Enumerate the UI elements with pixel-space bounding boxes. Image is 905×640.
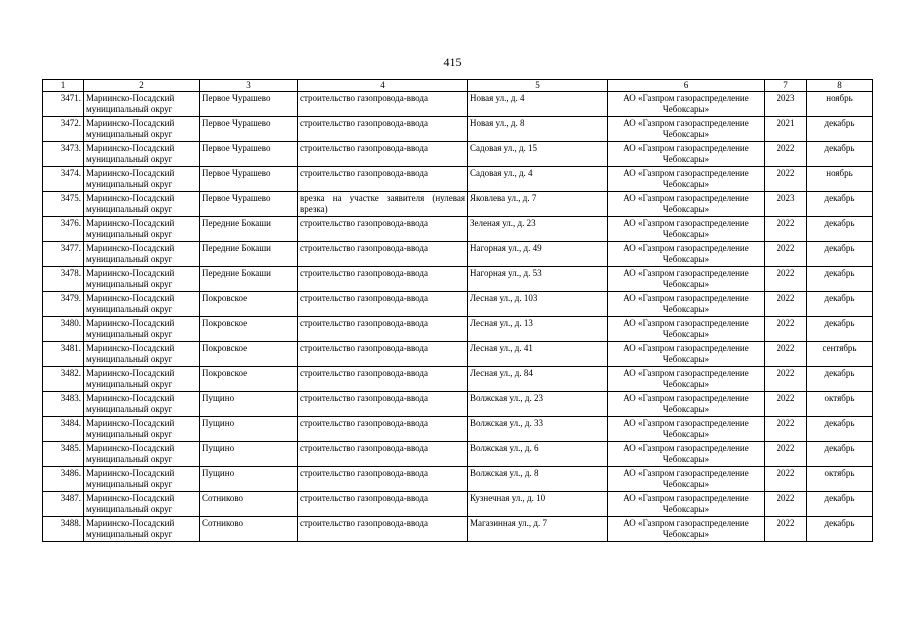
month-cell: сентябрь	[807, 342, 873, 367]
month-cell: декабрь	[807, 117, 873, 142]
month-cell: декабрь	[807, 442, 873, 467]
year-cell: 2022	[765, 342, 807, 367]
organization-cell: АО «Газпром газораспределение Чебоксары»	[608, 242, 765, 267]
year-cell: 2023	[765, 192, 807, 217]
address-cell: Лесная ул., д. 84	[468, 367, 608, 392]
district-cell: Мариинско-Посадский муниципальный округ	[84, 517, 200, 542]
row-number-cell: 3475.	[43, 192, 84, 217]
district-cell: Мариинско-Посадский муниципальный округ	[84, 367, 200, 392]
settlement-cell: Первое Чурашево	[200, 192, 298, 217]
table-row	[43, 242, 873, 267]
settlement-cell: Передние Бокаши	[200, 267, 298, 292]
month-cell: декабрь	[807, 142, 873, 167]
month-cell: декабрь	[807, 192, 873, 217]
column-header: 6	[608, 80, 765, 92]
work-type-cell: строительство газопровода-ввода	[298, 392, 468, 417]
row-number-cell: 3477.	[43, 242, 84, 267]
work-type-cell: строительство газопровода-ввода	[298, 342, 468, 367]
settlement-cell: Покровское	[200, 367, 298, 392]
year-cell: 2022	[765, 142, 807, 167]
address-cell: Волжская ул., д. 6	[468, 442, 608, 467]
settlement-cell: Передние Бокаши	[200, 242, 298, 267]
work-type-cell: строительство газопровода-ввода	[298, 467, 468, 492]
settlement-cell: Покровское	[200, 292, 298, 317]
row-number-cell: 3486.	[43, 467, 84, 492]
column-header: 3	[200, 80, 298, 92]
organization-cell: АО «Газпром газораспределение Чебоксары»	[608, 267, 765, 292]
month-cell: декабрь	[807, 317, 873, 342]
work-type-cell: строительство газопровода-ввода	[298, 417, 468, 442]
column-header: 2	[84, 80, 200, 92]
row-number-cell: 3478.	[43, 267, 84, 292]
table-row	[43, 492, 873, 517]
table-row	[43, 217, 873, 242]
work-type-cell: строительство газопровода-ввода	[298, 167, 468, 192]
row-number-cell: 3472.	[43, 117, 84, 142]
work-type-cell: строительство газопровода-ввода	[298, 267, 468, 292]
month-cell: декабрь	[807, 292, 873, 317]
table-body	[43, 92, 873, 542]
address-cell: Зеленая ул., д. 23	[468, 217, 608, 242]
row-number-cell: 3480.	[43, 317, 84, 342]
row-number-cell: 3471.	[43, 92, 84, 117]
table-row	[43, 517, 873, 542]
row-number-cell: 3476.	[43, 217, 84, 242]
column-header: 7	[765, 80, 807, 92]
page-number: 415	[443, 55, 462, 69]
district-cell: Мариинско-Посадский муниципальный округ	[84, 342, 200, 367]
gas-connection-table	[42, 79, 873, 542]
settlement-cell: Передние Бокаши	[200, 217, 298, 242]
organization-cell: АО «Газпром газораспределение Чебоксары»	[608, 92, 765, 117]
year-cell: 2022	[765, 367, 807, 392]
table-row	[43, 392, 873, 417]
month-cell: декабрь	[807, 217, 873, 242]
month-cell: ноябрь	[807, 92, 873, 117]
district-cell: Мариинско-Посадский муниципальный округ	[84, 92, 200, 117]
address-cell: Нагорная ул., д. 49	[468, 242, 608, 267]
column-header: 5	[468, 80, 608, 92]
district-cell: Мариинско-Посадский муниципальный округ	[84, 467, 200, 492]
row-number-cell: 3481.	[43, 342, 84, 367]
column-number-row	[43, 80, 873, 92]
settlement-cell: Пущино	[200, 467, 298, 492]
settlement-cell: Покровское	[200, 342, 298, 367]
work-type-cell: строительство газопровода-ввода	[298, 142, 468, 167]
organization-cell: АО «Газпром газораспределение Чебоксары»	[608, 217, 765, 242]
year-cell: 2022	[765, 317, 807, 342]
work-type-cell: строительство газопровода-ввода	[298, 517, 468, 542]
organization-cell: АО «Газпром газораспределение Чебоксары»	[608, 492, 765, 517]
district-cell: Мариинско-Посадский муниципальный округ	[84, 417, 200, 442]
column-header: 4	[298, 80, 468, 92]
row-number-cell: 3488.	[43, 517, 84, 542]
row-number-cell: 3483.	[43, 392, 84, 417]
year-cell: 2022	[765, 267, 807, 292]
table-row	[43, 317, 873, 342]
district-cell: Мариинско-Посадский муниципальный округ	[84, 292, 200, 317]
address-cell: Нагорная ул., д. 53	[468, 267, 608, 292]
district-cell: Мариинско-Посадский муниципальный округ	[84, 492, 200, 517]
year-cell: 2023	[765, 92, 807, 117]
table-row	[43, 367, 873, 392]
address-cell: Яковлева ул., д. 7	[468, 192, 608, 217]
district-cell: Мариинско-Посадский муниципальный округ	[84, 192, 200, 217]
year-cell: 2022	[765, 167, 807, 192]
table-row	[43, 192, 873, 217]
row-number-cell: 3474.	[43, 167, 84, 192]
address-cell: Волжская ул., д. 23	[468, 392, 608, 417]
address-cell: Магазинная ул., д. 7	[468, 517, 608, 542]
settlement-cell: Первое Чурашево	[200, 92, 298, 117]
address-cell: Волжская ул., д. 33	[468, 417, 608, 442]
address-cell: Новая ул., д. 8	[468, 117, 608, 142]
organization-cell: АО «Газпром газораспределение Чебоксары»	[608, 167, 765, 192]
district-cell: Мариинско-Посадский муниципальный округ	[84, 117, 200, 142]
work-type-cell: строительство газопровода-ввода	[298, 117, 468, 142]
row-number-cell: 3484.	[43, 417, 84, 442]
table-row	[43, 92, 873, 117]
district-cell: Мариинско-Посадский муниципальный округ	[84, 317, 200, 342]
settlement-cell: Первое Чурашево	[200, 142, 298, 167]
column-header: 1	[43, 80, 84, 92]
work-type-cell: строительство газопровода-ввода	[298, 367, 468, 392]
organization-cell: АО «Газпром газораспределение Чебоксары»	[608, 517, 765, 542]
address-cell: Кузнечная ул., д. 10	[468, 492, 608, 517]
address-cell: Волжская ул., д. 8	[468, 467, 608, 492]
work-type-cell: строительство газопровода-ввода	[298, 217, 468, 242]
settlement-cell: Пущино	[200, 442, 298, 467]
row-number-cell: 3482.	[43, 367, 84, 392]
district-cell: Мариинско-Посадский муниципальный округ	[84, 217, 200, 242]
settlement-cell: Первое Чурашево	[200, 167, 298, 192]
district-cell: Мариинско-Посадский муниципальный округ	[84, 442, 200, 467]
work-type-cell: строительство газопровода-ввода	[298, 242, 468, 267]
address-cell: Новая ул., д. 4	[468, 92, 608, 117]
table-row	[43, 467, 873, 492]
year-cell: 2022	[765, 417, 807, 442]
district-cell: Мариинско-Посадский муниципальный округ	[84, 392, 200, 417]
organization-cell: АО «Газпром газораспределение Чебоксары»	[608, 467, 765, 492]
address-cell: Садовая ул., д. 15	[468, 142, 608, 167]
month-cell: ноябрь	[807, 167, 873, 192]
settlement-cell: Пущино	[200, 392, 298, 417]
work-type-cell: врезка на участке заявителя (нулевая врезка)	[298, 192, 468, 217]
address-cell: Лесная ул., д. 13	[468, 317, 608, 342]
organization-cell: АО «Газпром газораспределение Чебоксары»	[608, 117, 765, 142]
year-cell: 2022	[765, 392, 807, 417]
district-cell: Мариинско-Посадский муниципальный округ	[84, 267, 200, 292]
table-row	[43, 442, 873, 467]
row-number-cell: 3485.	[43, 442, 84, 467]
year-cell: 2021	[765, 117, 807, 142]
work-type-cell: строительство газопровода-ввода	[298, 442, 468, 467]
address-cell: Садовая ул., д. 4	[468, 167, 608, 192]
table-row	[43, 267, 873, 292]
month-cell: декабрь	[807, 242, 873, 267]
organization-cell: АО «Газпром газораспределение Чебоксары»	[608, 317, 765, 342]
organization-cell: АО «Газпром газораспределение Чебоксары»	[608, 292, 765, 317]
settlement-cell: Покровское	[200, 317, 298, 342]
work-type-cell: строительство газопровода-ввода	[298, 492, 468, 517]
organization-cell: АО «Газпром газораспределение Чебоксары»	[608, 392, 765, 417]
row-number-cell: 3479.	[43, 292, 84, 317]
address-cell: Лесная ул., д. 41	[468, 342, 608, 367]
column-header: 8	[807, 80, 873, 92]
month-cell: декабрь	[807, 517, 873, 542]
table-row	[43, 142, 873, 167]
month-cell: декабрь	[807, 417, 873, 442]
work-type-cell: строительство газопровода-ввода	[298, 92, 468, 117]
district-cell: Мариинско-Посадский муниципальный округ	[84, 142, 200, 167]
table-row	[43, 342, 873, 367]
month-cell: октябрь	[807, 467, 873, 492]
year-cell: 2022	[765, 292, 807, 317]
work-type-cell: строительство газопровода-ввода	[298, 317, 468, 342]
year-cell: 2022	[765, 242, 807, 267]
table-row	[43, 117, 873, 142]
table-row	[43, 417, 873, 442]
work-type-cell: строительство газопровода-ввода	[298, 292, 468, 317]
settlement-cell: Сотниково	[200, 517, 298, 542]
organization-cell: АО «Газпром газораспределение Чебоксары»	[608, 142, 765, 167]
address-cell: Лесная ул., д. 103	[468, 292, 608, 317]
table-row	[43, 167, 873, 192]
month-cell: декабрь	[807, 267, 873, 292]
row-number-cell: 3473.	[43, 142, 84, 167]
month-cell: декабрь	[807, 367, 873, 392]
month-cell: декабрь	[807, 492, 873, 517]
organization-cell: АО «Газпром газораспределение Чебоксары»	[608, 192, 765, 217]
organization-cell: АО «Газпром газораспределение Чебоксары»	[608, 442, 765, 467]
year-cell: 2022	[765, 492, 807, 517]
settlement-cell: Первое Чурашево	[200, 117, 298, 142]
year-cell: 2022	[765, 442, 807, 467]
year-cell: 2022	[765, 517, 807, 542]
district-cell: Мариинско-Посадский муниципальный округ	[84, 167, 200, 192]
settlement-cell: Пущино	[200, 417, 298, 442]
settlement-cell: Сотниково	[200, 492, 298, 517]
table-row	[43, 292, 873, 317]
year-cell: 2022	[765, 217, 807, 242]
organization-cell: АО «Газпром газораспределение Чебоксары»	[608, 417, 765, 442]
year-cell: 2022	[765, 467, 807, 492]
organization-cell: АО «Газпром газораспределение Чебоксары»	[608, 367, 765, 392]
row-number-cell: 3487.	[43, 492, 84, 517]
district-cell: Мариинско-Посадский муниципальный округ	[84, 242, 200, 267]
month-cell: октябрь	[807, 392, 873, 417]
organization-cell: АО «Газпром газораспределение Чебоксары»	[608, 342, 765, 367]
